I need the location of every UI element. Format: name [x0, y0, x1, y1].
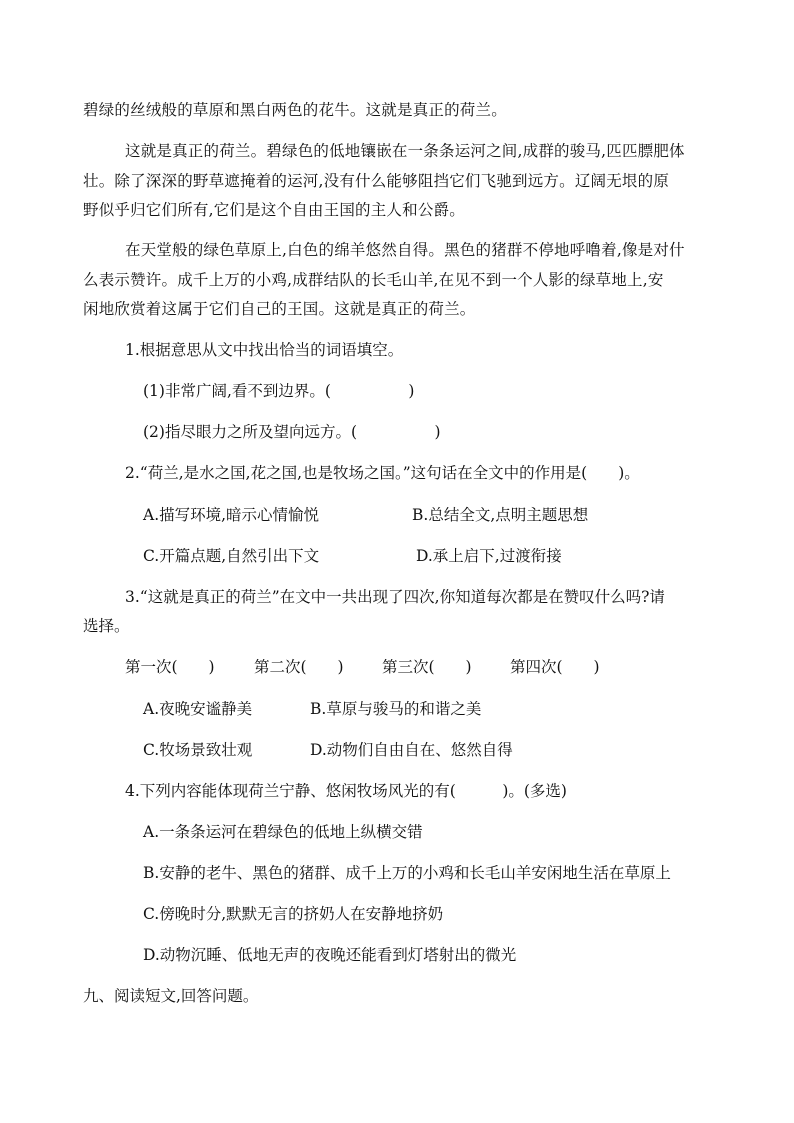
question-3-stem-cont: 选择。: [83, 617, 130, 635]
question-3-option-c: C.牧场景致壮观: [143, 741, 253, 759]
section-heading: 九、阅读短文,回答问题。: [83, 987, 259, 1005]
passage-line: 野似乎归它们所有,它们是这个自由王国的主人和公爵。: [83, 201, 465, 219]
question-1-stem: 1.根据意思从文中找出恰当的词语填空。: [125, 341, 404, 359]
question-3-stem: 3.“这就是真正的荷兰”在文中一共出现了四次,你知道每次都是在赞叹什么吗?请: [125, 588, 665, 606]
question-3-third: 第三次( ): [382, 658, 472, 676]
question-3-option-d: D.动物们自由自在、悠然自得: [310, 741, 513, 759]
question-4-option-b: B.安静的老牛、黑色的猪群、成千上万的小鸡和长毛山羊安闲地生活在草原上: [143, 864, 671, 882]
question-3-first: 第一次( ): [125, 658, 215, 676]
question-3-second: 第二次( ): [254, 658, 344, 676]
question-2-option-d: D.承上启下,过渡衔接: [416, 547, 562, 565]
passage-line: 壮。除了深深的野草遮掩着的运河,没有什么能够阻挡它们飞驰到远方。辽阔无垠的原: [83, 172, 670, 190]
question-1-item-1: (1)非常广阔,看不到边界。( ): [143, 382, 415, 400]
question-2-stem: 2.“荷兰,是水之国,花之国,也是牧场之国。”这句话在全文中的作用是( )。: [125, 464, 640, 482]
question-2-option-b: B.总结全文,点明主题思想: [412, 506, 589, 524]
question-1-item-2: (2)指尽眼力之所及望向远方。( ): [143, 423, 441, 441]
question-2-option-c: C.开篇点题,自然引出下文: [143, 547, 320, 565]
question-3-option-a: A.夜晚安谧静美: [143, 700, 253, 718]
question-3-fourth: 第四次( ): [510, 658, 600, 676]
passage-line: 在天堂般的绿色草原上,白色的绵羊悠然自得。黑色的猪群不停地呼噜着,像是对什: [125, 241, 685, 259]
question-4-option-c: C.傍晚时分,默默无言的挤奶人在安静地挤奶: [143, 905, 444, 923]
passage-line: 碧绿的丝绒般的草原和黑白两色的花牛。这就是真正的荷兰。: [83, 101, 507, 119]
passage-line: 么表示赞许。成千上万的小鸡,成群结队的长毛山羊,在见不到一个人影的绿草地上,安: [83, 271, 664, 289]
passage-line: 闲地欣赏着这属于它们自己的王国。这就是真正的荷兰。: [83, 300, 476, 318]
question-4-option-a: A.一条条运河在碧绿色的低地上纵横交错: [143, 823, 423, 841]
question-4-option-d: D.动物沉睡、低地无声的夜晚还能看到灯塔射出的微光: [143, 946, 517, 964]
question-2-option-a: A.描写环境,暗示心情愉悦: [143, 506, 320, 524]
question-3-option-b: B.草原与骏马的和谐之美: [310, 700, 482, 718]
passage-line: 这就是真正的荷兰。碧绿色的低地镶嵌在一条条运河之间,成群的骏马,匹匹膘肥体: [125, 142, 685, 160]
question-4-stem: 4.下列内容能体现荷兰宁静、悠闲牧场风光的有( )。(多选): [125, 782, 567, 800]
